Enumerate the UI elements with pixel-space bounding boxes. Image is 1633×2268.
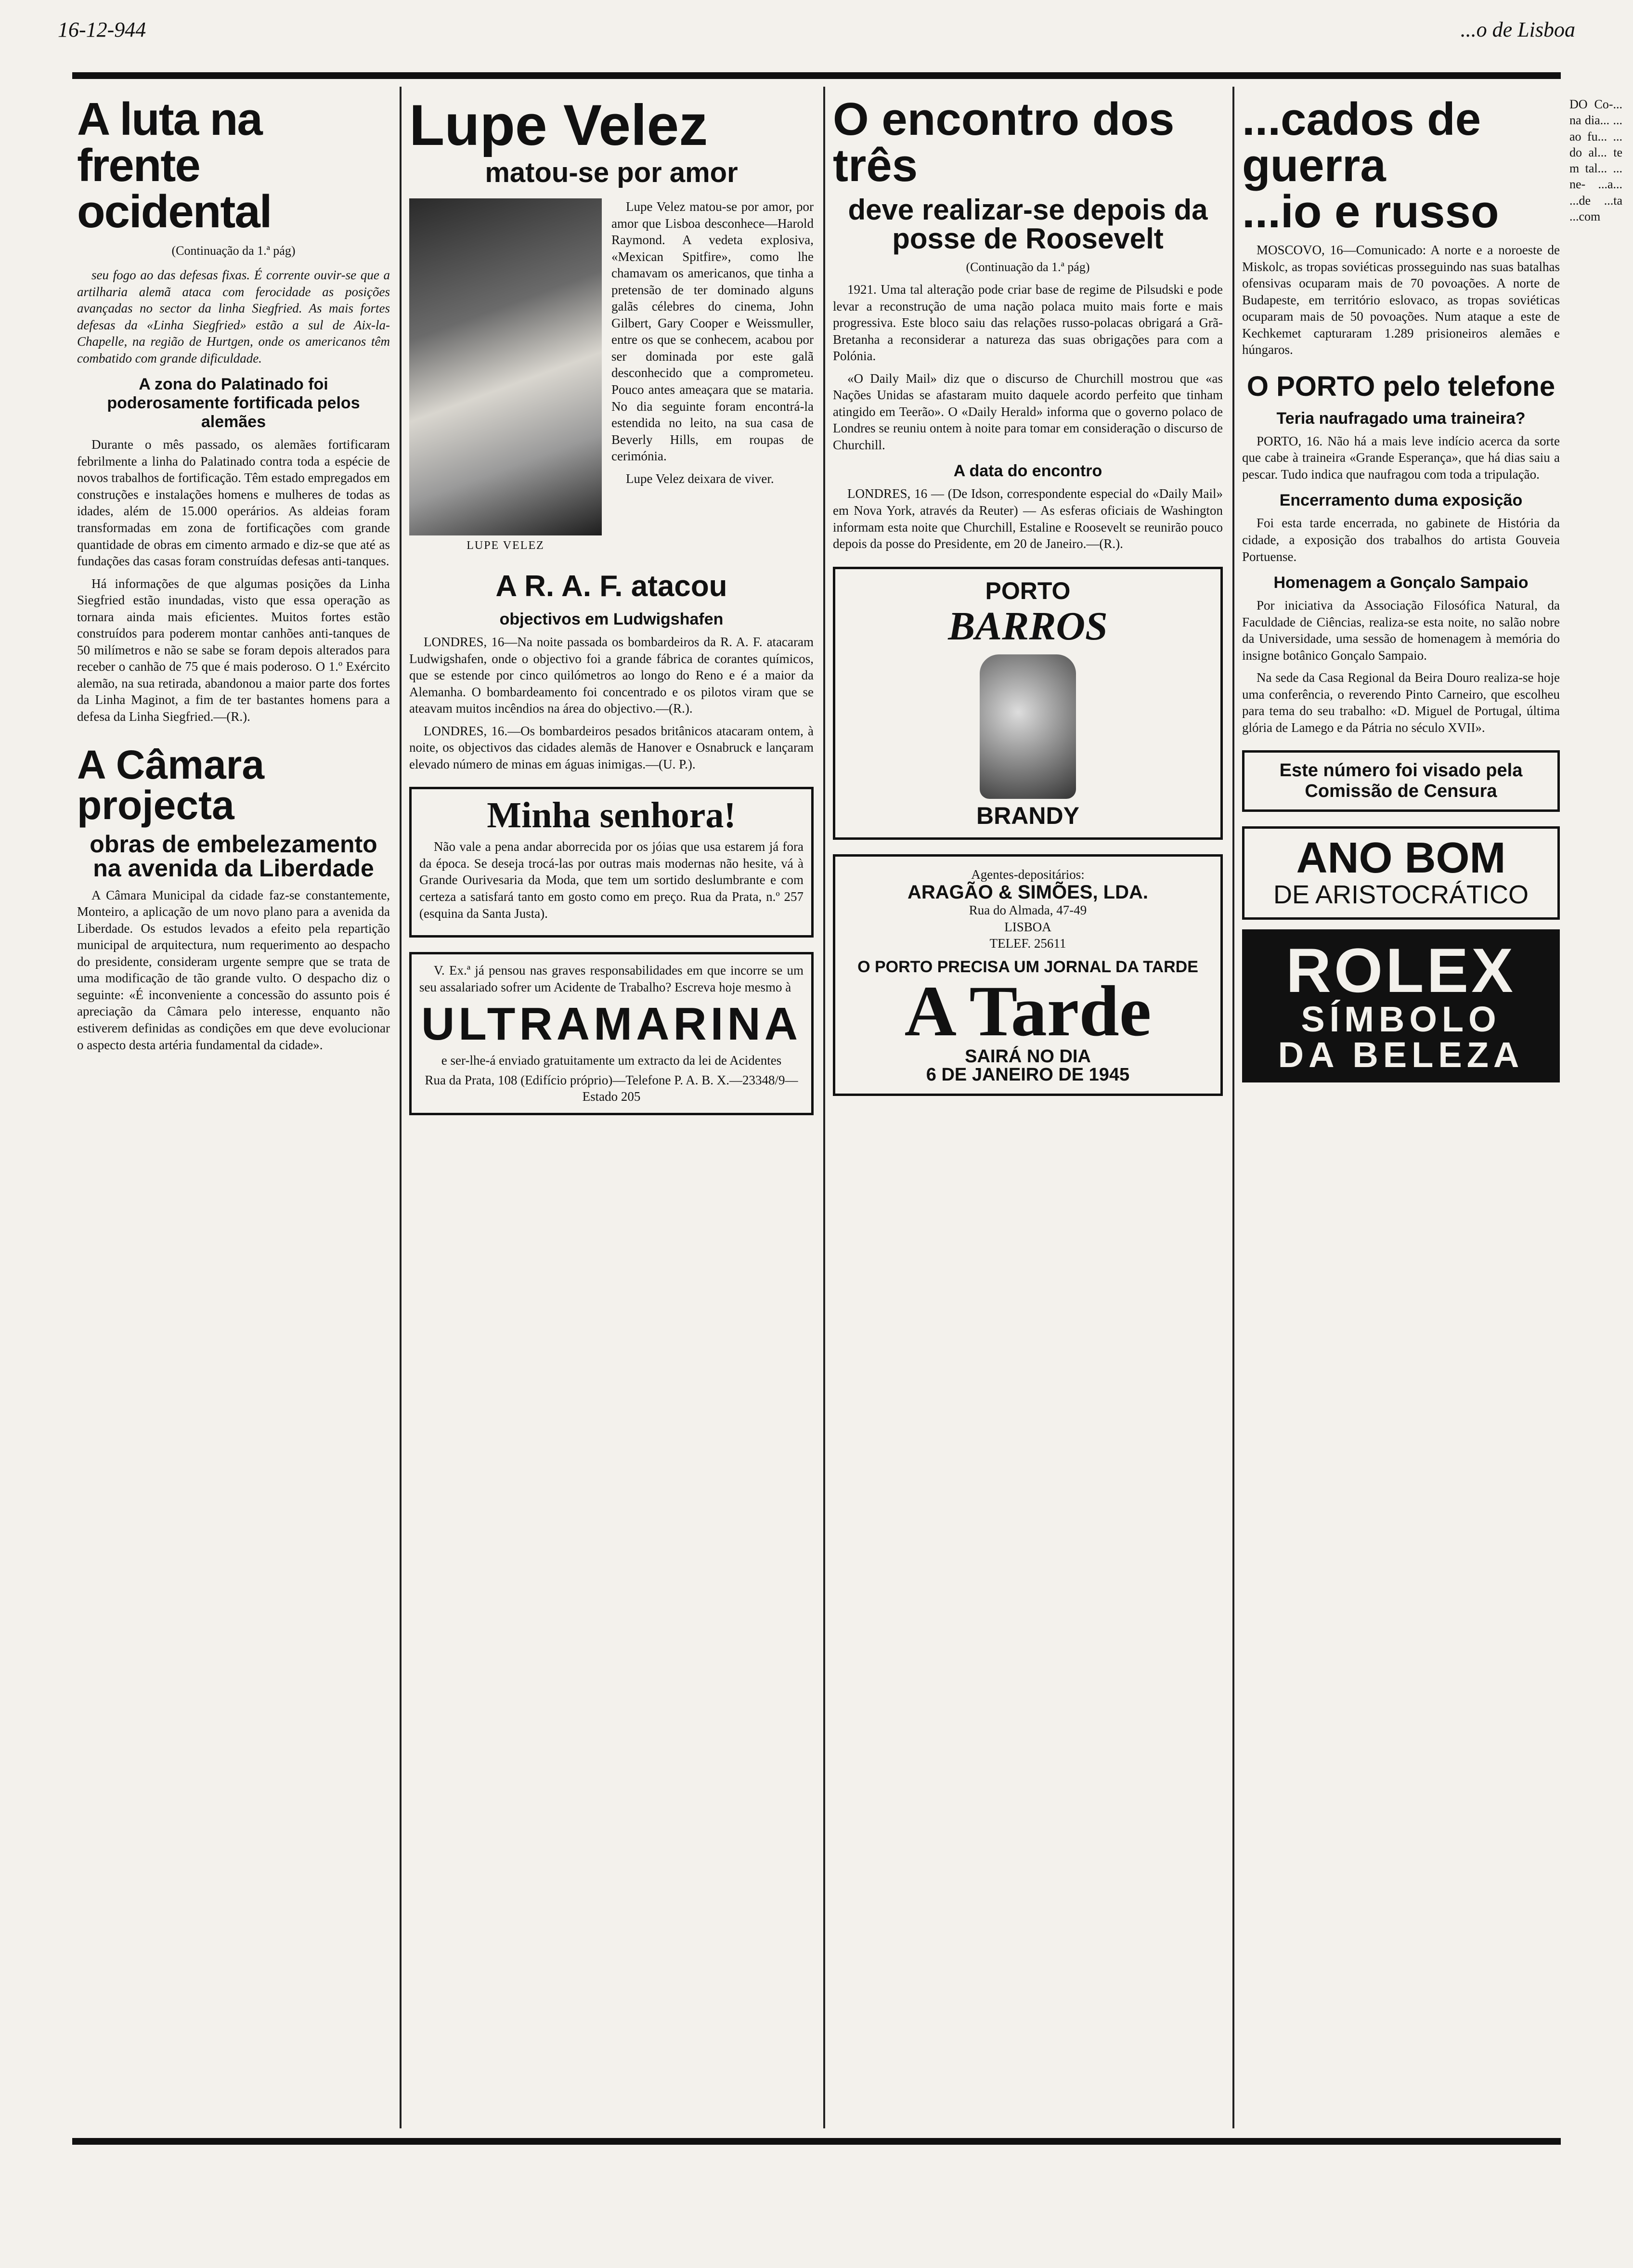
ad-porto-barros xyxy=(833,567,1223,840)
subheadline: obras de embelezamento na avenida da Liberdade xyxy=(90,830,377,882)
ad-body: e ser-lhe-á enviado gratuitamente um extracto da lei de Acidentes xyxy=(441,1053,782,1068)
partial-text: DO Co-... na dia... ...ao fu... ...do al... tem tal... ...ne- ...a... ...de ...ta ...com xyxy=(1569,97,1622,223)
subheading: Encerramento duma exposição xyxy=(1279,491,1523,510)
ad-line2: 6 DE JANEIRO DE 1945 xyxy=(926,1064,1130,1085)
bottom-rule xyxy=(72,2138,1561,2145)
subheading: Teria naufragado uma traineira? xyxy=(1276,409,1526,428)
article-raf xyxy=(409,572,814,772)
article-frente-ocidental xyxy=(77,96,390,2128)
ad-title: Minha senhora! xyxy=(487,795,736,836)
article-lupe-velez xyxy=(409,96,814,552)
censorship-notice: Este número foi visado pela Comissão de Censura xyxy=(1242,750,1560,812)
article-encontro xyxy=(833,96,1223,552)
article-porto-telefone xyxy=(1242,370,1560,736)
photo-caption: LUPE VELEZ xyxy=(467,539,544,552)
ad-brand: BARROS xyxy=(948,603,1108,649)
ad-city: LISBOA xyxy=(1004,919,1051,934)
ad-address: Rua da Prata, 108 (Edifício próprio)—Telefone P. A. B. X.—23348/9—Estado 205 xyxy=(425,1072,798,1104)
top-rule xyxy=(72,72,1561,79)
ad-minha-senhora xyxy=(409,787,814,938)
ad-slogan: SÍMBOLO xyxy=(1301,999,1501,1040)
column-2 xyxy=(409,96,814,2128)
cut-off-column xyxy=(1569,96,1622,2128)
ad-title: ANO BOM xyxy=(1296,834,1506,883)
headline: A Câmara projecta xyxy=(77,742,265,828)
ad-title: A Tarde xyxy=(904,971,1152,1051)
subheadline: matou-se por amor xyxy=(485,157,738,188)
folio-date: 16-12-944 xyxy=(58,18,146,41)
continuation-note: (Continuação da 1.ª pág) xyxy=(966,260,1090,274)
article-camara xyxy=(77,744,390,1053)
article-body: LONDRES, 16—Na noite passada os bombardeiros da R. A. F. atacaram Ludwigshafen, onde o objectivo foi a grande fábrica de corantes químicos, que se estende por cinco quilómetros ao longo do Reno e é a maior da Alemanha. O bombardeamento foi concentrado e os pilotos viram que se ateavam muitos incêndios na área do objectivo.—(R.). LONDRES, 16.—Os bombardeiros pesados britânicos atacaram ontem, à noite, os objectivos das cidades alemãs de Hanover e Osnabruck e lançaram elevado número de minas em águas inimigas.—(U. P.). xyxy=(409,635,814,771)
column-rule xyxy=(1232,87,1234,2128)
article-body: 1921. Uma tal alteração pode criar base de regime de Pilsudski e pode levar a reconstrução de uma nação polaca muito mais forte e mais progressiva. Este bloco saiu das relações russo-polacas obrigará a Grã-Bretanha a reconsiderar a natureza das suas obrigações para com a Polónia. «O Daily Mail» diz que o discurso de Churchill mostrou que «as Nações Unidas se afastaram muito daquele acordo perfeito que tinham atingido em Teerão». O «Daily Herald» informa que o governo polaco de Londres se reuniu ontem à noite para tomar em consideração o discurso de Churchill. xyxy=(833,282,1223,452)
article-body: LONDRES, 16 — (De Idson, correspondente especial do «Daily Mail» em Nova York, através da Reuter) — As esferas oficiais de Washington informam esta noite que Churchill, Estaline e Roosevelt se reunirão pouco depois da posse do Presidente, em 20 de Janeiro.—(R.). xyxy=(833,486,1223,551)
ad-phone: TELEF. 25611 xyxy=(989,936,1066,951)
ad-line1: SAIRÁ NO DIA xyxy=(965,1046,1091,1067)
article-body: A Câmara Municipal da cidade faz-se constantemente, Monteiro, a aplicação de um novo plano para a avenida da Liberdade. Os estudos levados a efeito pela repartição municipal de arquitectura, num requerimento ao despacho do presidente, consideram urgente sempre que se trata de uma modificação de tão grande vulto. O despacho diz o seguinte: «É inconveniente a concessão do assunto pois é apreciação da Câmara pelo interesse, enquanto não estiverem definidas as condições em que deve evolucionar o aspecto desta artéria fundamental da cidade». xyxy=(77,887,390,1052)
subheading: Homenagem a Gonçalo Sampaio xyxy=(1273,574,1529,592)
headline: Lupe Velez xyxy=(409,96,708,157)
ad-agents: ARAGÃO & SIMÕES, LDA. xyxy=(907,882,1149,903)
article-body: Foi esta tarde encerrada, no gabinete de História da cidade, a exposição dos trabalhos do artista Gouveia Portuense. xyxy=(1242,516,1560,564)
ad-kicker: O PORTO PRECISA UM JORNAL DA TARDE xyxy=(857,957,1198,976)
ad-a-tarde xyxy=(833,854,1223,1096)
article-body: PORTO, 16. Não há a mais leve indício acerca da sorte que cabe à traineira «Grande Esperança», que há dias saiu a pescar. Tudo indica que naufragou com toda a tripulação. xyxy=(1242,433,1560,482)
ad-slogan: DA BELEZA xyxy=(1278,1035,1524,1075)
article-guerra xyxy=(1242,96,1560,358)
ad-ano-bom xyxy=(1242,826,1560,920)
subheading: A data do encontro xyxy=(953,462,1102,481)
column-4 xyxy=(1242,96,1560,2128)
ad-ultramarina xyxy=(409,952,814,1115)
headline: ...cados de guerra xyxy=(1242,96,1481,191)
subheading: A zona do Palatinado foi poderosamente fortificada pelos alemães xyxy=(107,375,360,431)
folio-title: ...o de Lisboa xyxy=(1460,18,1575,41)
column-rule xyxy=(823,87,825,2128)
article-body: Lupe Velez matou-se por amor, por amor que Lisboa desconhece—Harold Raymond. A vedeta explosiva, «Mexican Spitfire», como lhe chamavam os americanos, que tinha a pretensão de ter dominado alguns galãs célebres do cinema, John Gilbert, Gary Cooper e Weissmuller, entre os que se conhecem, acabou por ser dominada por este galã desconhecido que a comprometeu. Pouco antes ameaçara que se mataria. No dia seguinte foram encontrá-la estendida no leito, na sua casa de Beverly Hills, em roupas de cerimónia. Lupe Velez deixara de viver. xyxy=(611,199,814,486)
portrait-photo xyxy=(409,198,602,535)
article-body: MOSCOVO, 16—Comunicado: A norte e a noroeste de Miskolc, as tropas soviéticas prosseguindo nas suas batalhas ofensivas ocuparam mais de 70 povoações. A norte de Budapeste, em território eslovaco, as tropas soviéticas ocuparam mais de 50 povoações. Num ataque a este de Kechkemet capturaram 1.289 prisioneiros alemães e húngaros. xyxy=(1242,243,1560,357)
ad-agents-label: Agentes-depositários: xyxy=(971,867,1085,882)
headline: A R. A. F. atacou xyxy=(495,570,727,603)
ad-line: BRANDY xyxy=(976,802,1079,829)
headline-2: ...io e russo xyxy=(1242,186,1499,237)
ad-brand: ULTRAMARINA xyxy=(421,998,802,1050)
ad-line: PORTO xyxy=(985,577,1071,604)
ad-address: Rua do Almada, 47-49 xyxy=(969,903,1087,918)
column-rule xyxy=(400,87,402,2128)
headline: O PORTO pelo telefone xyxy=(1246,370,1555,402)
article-body: Durante o mês passado, os alemães fortificaram febrilmente a linha do Palatinado contra toda a espécie de novos trabalhos de fortificação. Têm estado empregados em construções e instalações homens e mulheres de todas as idades, além de 15.000 operários. As aldeias foram transformadas em zona de fortificações com grande quantidade de obras em cimento armado e diz-se que até as fundações das casas foram construídas defesas anti-tanques. Há informações de que algumas posições da Linha Siegfried estão inundadas, visto que essa operação as tornara ainda mais eficientes. Muitos fortes estão construídos para poderem montar canhões anti-tanques de 50 milímetros e não se sabe se foram depois alterados para receber o canhão de 75 que é mais poderoso. O 1.º Exército alemão, na sua retirada, abandonou a maior parte dos fortes da Linha Maginot, a fim de ter bastantes homens para a defesa da Linha Siegfried.—(R.). xyxy=(77,437,390,724)
ad-brand: ROLEX xyxy=(1286,935,1516,1006)
continuation-note: (Continuação da 1.ª pág) xyxy=(171,244,296,258)
ad-rolex xyxy=(1242,929,1560,1082)
article-body: Por iniciativa da Associação Filosófica Natural, da Faculdade de Ciências, realiza-se esta noite, no salão nobre da Universidade, uma sessão de homenagem à memória do insigne botânico Gonçalo Sampaio. Na sede da Casa Regional da Beira Douro realiza-se hoje uma conferência, o reverendo Pinto Carneiro, que escolheu para tema do seu trabalho: «D. Miguel de Portugal, última glória de Lamego e da Pátria no século XVII». xyxy=(1242,598,1560,735)
headline: A luta na frente ocidental xyxy=(77,96,272,237)
article-body: seu fogo ao das defesas fixas. É corrente ouvir-se que a artilharia alemã ataca com ferocidade as posições avançadas no sector da linha Siegfried. As mais fortes defesas da «Linha Siegfried» estão a sul de Aix-la-Chapelle, na região de Hurtgen, onde os americanos têm combatido com grande dificuldade. xyxy=(77,268,390,365)
ad-intro: V. Ex.ª já pensou nas graves responsabilidades em que incorre se um seu assalariado sofrer um Acidente de Trabalho? Escreva hoje mesmo à xyxy=(419,963,804,994)
column-3 xyxy=(833,96,1223,2128)
subheadline: deve realizar-se depois da posse de Roosevelt xyxy=(848,194,1208,255)
ad-body: Não vale a pena andar aborrecida por os jóias que usa estarem já fora da época. Se deseja trocá-las por outras mais modernas não hesite, vá à Grande Ourivesaria da Moda, que tem um sortido deslumbrante e com certeza a satisfará tanto em gosto como em preço. Rua da Prata, n.º 257 (esquina da Santa Justa). xyxy=(419,839,804,921)
subheading: objectivos em Ludwigshafen xyxy=(499,610,724,628)
headline: O encontro dos três xyxy=(833,96,1175,191)
ad-sub: DE ARISTOCRÁTICO xyxy=(1273,880,1529,910)
bottle-illustration xyxy=(980,654,1076,799)
